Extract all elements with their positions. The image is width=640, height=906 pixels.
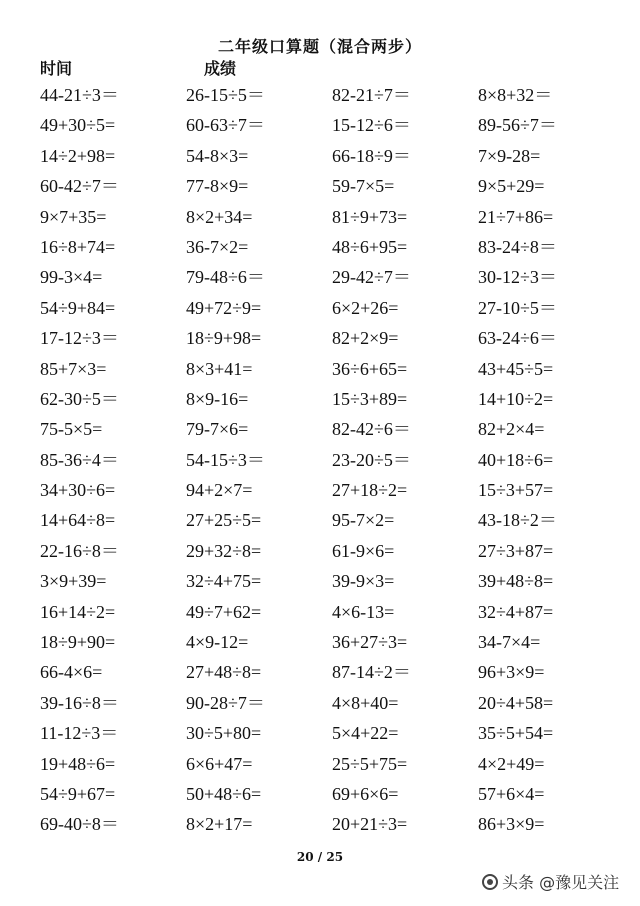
problem-item: 9×7+35=	[40, 206, 107, 227]
problem-item: 43-18÷2＝	[478, 510, 557, 531]
problem-item: 49+30÷5=	[40, 115, 116, 136]
problem-item: 27+18÷2=	[332, 480, 408, 501]
problem-item: 22-16÷8＝	[40, 540, 119, 561]
problem-item: 77-8×9=	[186, 176, 249, 197]
watermark	[482, 870, 619, 893]
problem-item: 16+14÷2=	[40, 601, 116, 622]
problem-item: 26-15÷5＝	[186, 85, 265, 105]
problem-row	[0, 627, 640, 657]
problem-item: 36-7×2=	[186, 236, 249, 257]
problem-item: 39-9×3=	[332, 571, 395, 592]
problem-item: 34-7×4=	[478, 632, 541, 653]
problem-item: 61-9×6=	[332, 540, 395, 561]
problem-item: 95-7×2=	[332, 510, 395, 531]
problem-item: 23-20÷5＝	[332, 449, 411, 470]
problem-row	[0, 505, 640, 535]
problem-item: 90-28÷7＝	[186, 692, 265, 713]
problem-row	[0, 80, 640, 110]
problem-item: 4×2+49=	[478, 753, 545, 774]
problem-item: 40+18÷6=	[478, 449, 554, 470]
problem-item: 43+45÷5=	[478, 358, 554, 379]
problem-item: 14+10÷2=	[478, 388, 554, 409]
problem-row	[0, 414, 640, 444]
problem-item: 57+6×4=	[478, 783, 545, 804]
problem-item: 4×6-13=	[332, 601, 395, 622]
problem-item: 87-14÷2＝	[332, 662, 411, 683]
problem-item: 81÷9+73=	[332, 206, 408, 227]
problem-item: 8×3+41=	[186, 358, 253, 379]
problem-item: 8×2+17=	[186, 814, 253, 835]
problem-item: 32÷4+75=	[186, 571, 262, 592]
problem-item: 69+6×6=	[332, 783, 399, 804]
problem-item: 16÷8+74=	[40, 236, 116, 257]
problem-item: 60-42÷7＝	[40, 176, 119, 197]
problem-row	[0, 779, 640, 809]
problem-item: 96+3×9=	[478, 662, 545, 683]
problem-row	[0, 749, 640, 779]
problem-item: 66-18÷9＝	[332, 145, 411, 166]
problem-item: 21÷7+86=	[478, 206, 554, 227]
problem-item: 82-42÷6＝	[332, 419, 411, 440]
problem-item: 82+2×9=	[332, 328, 399, 349]
problem-item: 6×2+26=	[332, 297, 399, 318]
problem-item: 63-24÷6＝	[478, 328, 557, 349]
problem-item: 20÷4+58=	[478, 692, 554, 713]
score-label: 成绩	[204, 59, 237, 78]
problem-item: 29-42÷7＝	[332, 267, 411, 288]
problem-item: 39-16÷8＝	[40, 692, 119, 713]
problem-item: 54÷9+84=	[40, 297, 116, 318]
problem-item: 82-21÷7＝	[332, 85, 411, 105]
problem-item: 50+48÷6=	[186, 783, 262, 804]
problem-item: 54÷9+67=	[40, 783, 116, 804]
problem-row	[0, 536, 640, 566]
problem-item: 27+25÷5=	[186, 510, 262, 531]
problem-row	[0, 202, 640, 232]
problem-item: 3×9+39=	[40, 571, 107, 592]
problem-item: 14+64÷8=	[40, 510, 116, 531]
problem-row	[0, 110, 640, 140]
problem-row	[0, 293, 640, 323]
problem-item: 60-63÷7＝	[186, 115, 265, 136]
page-title: 二年级口算题（混合两步）	[217, 37, 422, 56]
problem-item: 62-30÷5＝	[40, 388, 119, 409]
problem-item: 44-21÷3＝	[40, 85, 119, 105]
problem-row	[0, 323, 640, 353]
problem-row	[0, 262, 640, 292]
problem-item: 4×8+40=	[332, 692, 399, 713]
watermark-text: 头条 @豫见关注	[502, 873, 620, 892]
problem-row	[0, 141, 640, 171]
problem-item: 27÷3+87=	[478, 540, 554, 561]
problem-row	[0, 597, 640, 627]
problem-row	[0, 718, 640, 748]
problem-item: 4×9-12=	[186, 632, 249, 653]
problem-item: 59-7×5=	[332, 176, 395, 197]
problem-item: 5×4+22=	[332, 723, 399, 744]
problem-item: 18÷9+98=	[186, 328, 262, 349]
problem-item: 99-3×4=	[40, 267, 103, 288]
problem-item: 7×9-28=	[478, 145, 541, 166]
problem-row	[0, 566, 640, 596]
problem-item: 11-12÷3＝	[40, 723, 119, 744]
problem-item: 86+3×9=	[478, 814, 545, 835]
problem-grid	[0, 80, 640, 840]
problem-row	[0, 232, 640, 262]
problem-row	[0, 657, 640, 687]
problem-item: 29+32÷8=	[186, 540, 262, 561]
problem-item: 36÷6+65=	[332, 358, 408, 379]
problem-item: 8×8+32＝	[478, 85, 553, 105]
toutiao-logo-icon	[482, 874, 498, 890]
problem-item: 48÷6+95=	[332, 236, 408, 257]
problem-item: 79-48÷6＝	[186, 267, 265, 288]
problem-row	[0, 445, 640, 475]
problem-item: 54-15÷3＝	[186, 449, 265, 470]
problem-item: 85-36÷4＝	[40, 449, 119, 470]
problem-row	[0, 171, 640, 201]
problem-item: 9×5+29=	[478, 176, 545, 197]
problem-row	[0, 809, 640, 839]
problem-item: 6×6+47=	[186, 753, 253, 774]
problem-item: 49÷7+62=	[186, 601, 262, 622]
problem-item: 83-24÷8＝	[478, 236, 557, 257]
problem-item: 94+2×7=	[186, 480, 253, 501]
problem-item: 8×9-16=	[186, 388, 249, 409]
problem-item: 66-4×6=	[40, 662, 103, 683]
problem-row	[0, 475, 640, 505]
problem-item: 35÷5+54=	[478, 723, 554, 744]
problem-item: 39+48÷8=	[478, 571, 554, 592]
problem-item: 69-40÷8＝	[40, 814, 119, 835]
problem-item: 34+30÷6=	[40, 480, 116, 501]
problem-item: 49+72÷9=	[186, 297, 262, 318]
problem-row	[0, 354, 640, 384]
page-number: 20 / 25	[296, 850, 344, 864]
problem-item: 20+21÷3=	[332, 814, 408, 835]
problem-row	[0, 384, 640, 414]
problem-item: 54-8×3=	[186, 145, 249, 166]
problem-item: 82+2×4=	[478, 419, 545, 440]
problem-item: 8×2+34=	[186, 206, 253, 227]
problem-item: 18÷9+90=	[40, 632, 116, 653]
problem-item: 27-10÷5＝	[478, 297, 557, 318]
problem-item: 15-12÷6＝	[332, 115, 411, 136]
problem-row	[0, 688, 640, 718]
time-label: 时间	[40, 59, 73, 78]
problem-item: 27+48÷8=	[186, 662, 262, 683]
problem-item: 15÷3+57=	[478, 480, 554, 501]
problem-item: 89-56÷7＝	[478, 115, 557, 136]
problem-item: 36+27÷3=	[332, 632, 408, 653]
problem-item: 30-12÷3＝	[478, 267, 557, 288]
problem-item: 85+7×3=	[40, 358, 107, 379]
problem-item: 15÷3+89=	[332, 388, 408, 409]
problem-item: 25÷5+75=	[332, 753, 408, 774]
problem-item: 75-5×5=	[40, 419, 103, 440]
problem-item: 17-12÷3＝	[40, 328, 119, 349]
problem-item: 19+48÷6=	[40, 753, 116, 774]
problem-item: 14÷2+98=	[40, 145, 116, 166]
problem-item: 30÷5+80=	[186, 723, 262, 744]
problem-item: 79-7×6=	[186, 419, 249, 440]
problem-item: 32÷4+87=	[478, 601, 554, 622]
